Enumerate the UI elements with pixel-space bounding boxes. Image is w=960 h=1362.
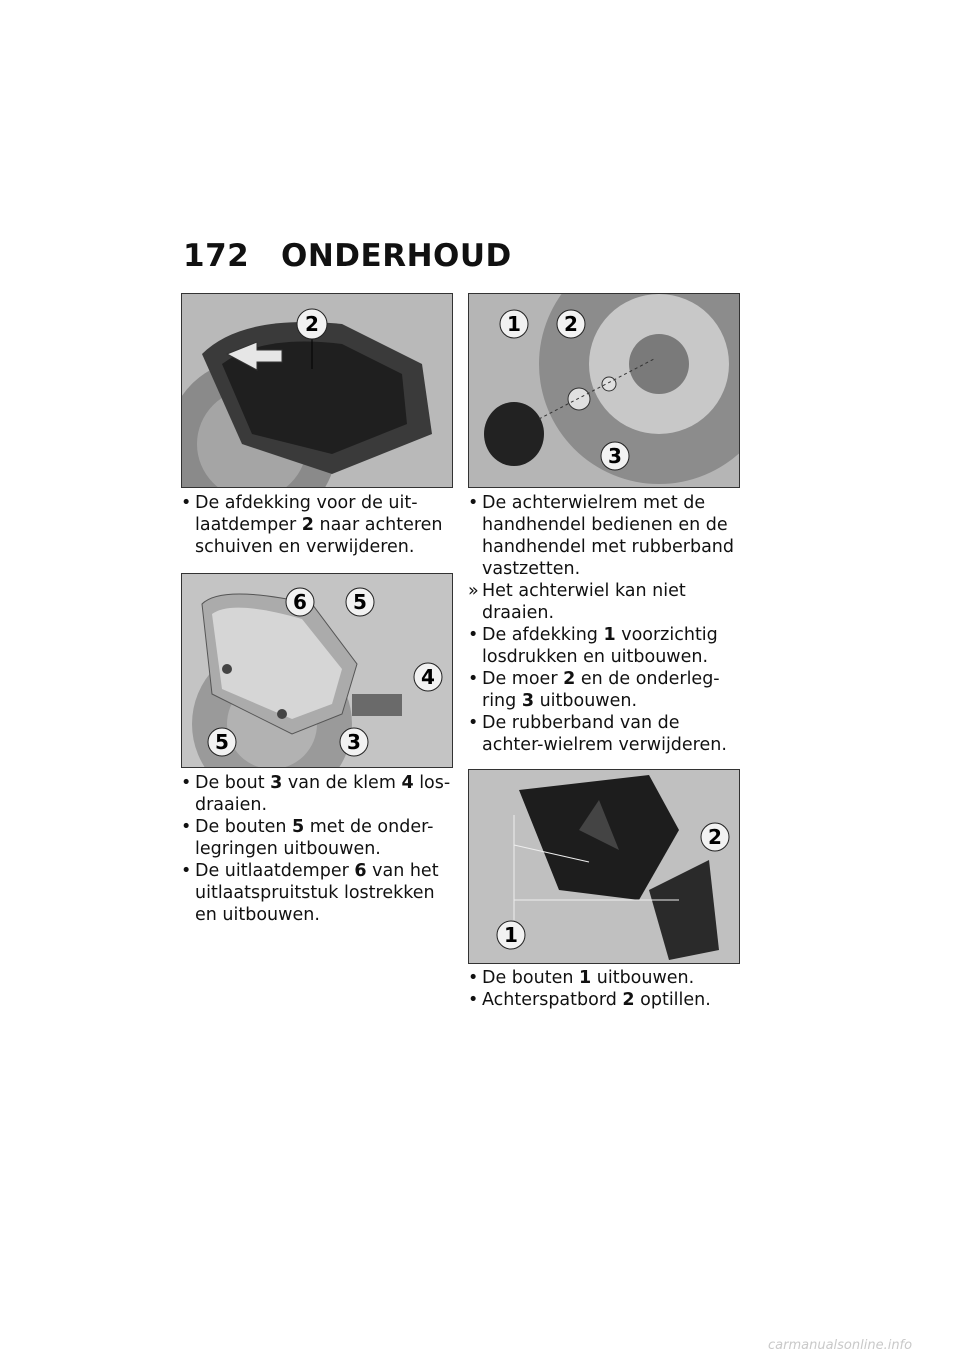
- step-text: De afdekking: [482, 625, 604, 645]
- callout-ref: 6: [354, 861, 367, 881]
- action-step: [181, 772, 451, 816]
- callout-ref: 2: [622, 990, 635, 1010]
- action-step: [468, 492, 738, 580]
- callout-ref: 4: [401, 773, 414, 793]
- step-text: De bouten: [482, 968, 579, 988]
- step-text: en de onderleg-ring: [482, 669, 720, 711]
- step-text: van het uitlaatspruitstuk lostrekken en uitbouwen.: [195, 861, 439, 925]
- step-text: De bout: [195, 773, 271, 793]
- steps-right-1: [468, 492, 738, 756]
- callout-label: 3: [347, 730, 361, 754]
- step-text: De moer: [482, 669, 564, 689]
- action-step: [181, 816, 451, 860]
- step-text: uitbouwen.: [591, 968, 695, 988]
- step-text: van de klem: [282, 773, 402, 793]
- step-text: Achterspatbord: [482, 990, 623, 1010]
- step-text: De achterwielrem met de handhendel bedienen en de handhendel met rubberband vastzetten.: [482, 493, 734, 579]
- step-text: De afdekking voor de uit-laatdemper: [195, 493, 418, 535]
- action-step: [468, 712, 738, 756]
- step-text: naar achteren schuiven en verwijderen.: [195, 515, 443, 557]
- step-text: De bouten: [195, 817, 292, 837]
- result-step: [468, 580, 738, 624]
- step-text: uitbouwen.: [534, 691, 638, 711]
- callout-label: 2: [564, 312, 578, 336]
- callout-label: 1: [504, 923, 518, 947]
- callout-label: 5: [215, 730, 229, 754]
- callout-label: 2: [708, 825, 722, 849]
- callout-label: 3: [608, 444, 622, 468]
- section-title: ONDERHOUD: [281, 238, 512, 274]
- callout-ref: 1: [603, 625, 616, 645]
- figure-wheel-nut: [468, 293, 740, 488]
- page-header: [183, 238, 512, 274]
- steps-left-1: [181, 492, 451, 558]
- callout-label: 1: [507, 312, 521, 336]
- step-text: De rubberband van de achter-wielrem verwijderen.: [482, 713, 727, 755]
- action-step: [181, 860, 451, 926]
- callout-ref: 2: [563, 669, 576, 689]
- callout-ref: 3: [521, 691, 535, 711]
- figure-exhaust-cover: [181, 293, 453, 488]
- action-step: [468, 668, 738, 712]
- callout-label: 6: [293, 590, 307, 614]
- action-step: [468, 967, 738, 989]
- steps-right-2: [468, 967, 738, 1011]
- page-number: 172: [183, 238, 250, 274]
- step-text: Het achterwiel kan niet draaien.: [482, 581, 686, 623]
- step-text: optillen.: [634, 990, 711, 1010]
- callout-ref: 1: [579, 968, 592, 988]
- step-text: met de onder-legringen uitbouwen.: [195, 817, 434, 859]
- step-text: los-draaien.: [195, 773, 451, 815]
- callout-label: 5: [353, 590, 367, 614]
- action-step: [468, 989, 738, 1011]
- action-step: [468, 624, 738, 668]
- step-text: voorzichtig losdrukken en uitbouwen.: [482, 625, 718, 667]
- callout-ref: 3: [270, 773, 283, 793]
- steps-left-2: [181, 772, 451, 926]
- figure-silencer: [181, 573, 453, 768]
- action-step: [181, 492, 451, 558]
- watermark: carmanualsonline.info: [768, 1338, 913, 1353]
- callout-label: 4: [421, 665, 435, 689]
- step-text: De uitlaatdemper: [195, 861, 355, 881]
- figure-rear-fender: [468, 769, 740, 964]
- callout-ref: 5: [292, 817, 305, 837]
- callout-ref: 2: [301, 515, 314, 535]
- callout-label: 2: [305, 312, 319, 336]
